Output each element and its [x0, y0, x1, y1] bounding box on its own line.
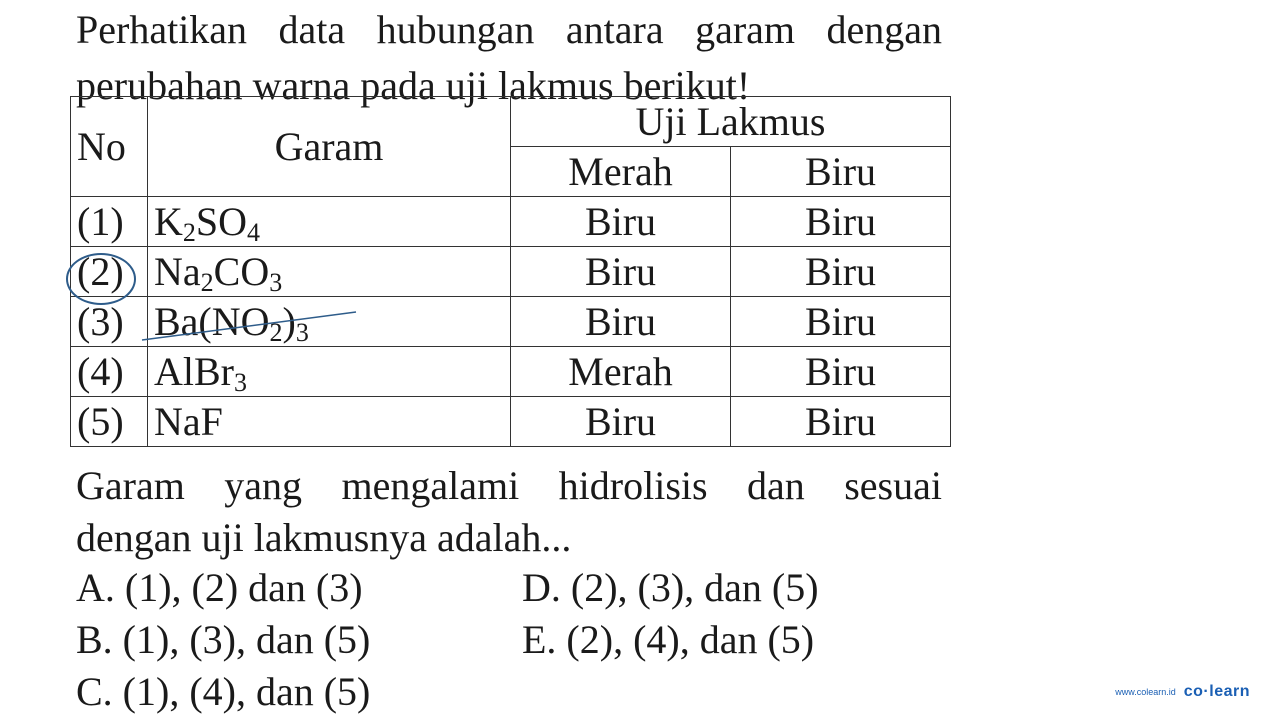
formula-part: Na	[154, 249, 201, 294]
formula-part: AlBr	[154, 349, 234, 394]
cell-biru: Biru	[731, 197, 951, 247]
option-c[interactable]: C. (1), (4), dan (5)	[76, 669, 371, 714]
formula-part: CO	[213, 249, 270, 294]
header-biru: Biru	[731, 147, 951, 197]
header-uji-lakmus: Uji Lakmus	[511, 97, 951, 147]
question-text	[76, 460, 942, 564]
option-a[interactable]: A. (1), (2) dan (3)	[76, 565, 363, 610]
table-row	[71, 247, 951, 297]
cell-no: (1)	[71, 197, 148, 247]
cell-merah: Biru	[511, 247, 731, 297]
cell-garam	[148, 397, 511, 447]
cell-merah: Biru	[511, 397, 731, 447]
litmus-table	[70, 96, 951, 447]
formula-subscript: 2	[269, 318, 283, 347]
cell-no: (5)	[71, 397, 148, 447]
cell-biru: Biru	[731, 347, 951, 397]
formula-subscript: 2	[182, 218, 196, 247]
formula-subscript: 3	[234, 368, 247, 397]
formula-subscript: 2	[200, 268, 214, 297]
cell-no: (4)	[71, 347, 148, 397]
cell-merah: Merah	[511, 347, 731, 397]
cell-garam	[148, 347, 511, 397]
option-e[interactable]: E. (2), (4), dan (5)	[522, 617, 815, 662]
brand-logo: co·learn	[1183, 683, 1250, 700]
cell-merah: Biru	[511, 297, 731, 347]
cell-biru: Biru	[731, 247, 951, 297]
formula-subscript: 3	[269, 268, 283, 297]
cell-garam	[148, 247, 511, 297]
question-line-2: dengan uji lakmusnya adalah...	[76, 515, 572, 560]
brand-watermark	[1115, 682, 1250, 702]
formula-part: SO	[195, 199, 248, 244]
header-garam: Garam	[148, 97, 511, 197]
formula-subscript: 3	[295, 318, 309, 347]
formula-subscript: 4	[247, 218, 261, 247]
cell-biru: Biru	[731, 297, 951, 347]
formula-part: K	[154, 199, 183, 244]
cell-no: (2)	[71, 247, 148, 297]
formula-part: NaF	[154, 399, 223, 444]
option-d[interactable]: D. (2), (3), dan (5)	[522, 565, 819, 610]
formula-part: )	[282, 299, 296, 344]
cell-biru: Biru	[731, 397, 951, 447]
header-merah: Merah	[511, 147, 731, 197]
cell-no: (3)	[71, 297, 148, 347]
brand-url: www.colearn.id	[1115, 687, 1176, 697]
cell-merah: Biru	[511, 197, 731, 247]
cell-garam	[148, 197, 511, 247]
question-line-1: Garam yang mengalami hidrolisis dan sesuai	[76, 463, 942, 508]
strike-annotation	[140, 296, 360, 346]
formula-part: Ba(NO	[154, 299, 270, 344]
intro-line-1: Perhatikan data hubungan antara garam dengan	[76, 7, 942, 52]
table-row	[71, 397, 951, 447]
table-row	[71, 197, 951, 247]
option-b[interactable]: B. (1), (3), dan (5)	[76, 617, 371, 662]
header-no: No	[71, 97, 148, 197]
intro-line-2: perubahan warna pada uji lakmus berikut!	[76, 63, 751, 108]
table-row	[71, 347, 951, 397]
circle-annotation	[66, 253, 136, 305]
